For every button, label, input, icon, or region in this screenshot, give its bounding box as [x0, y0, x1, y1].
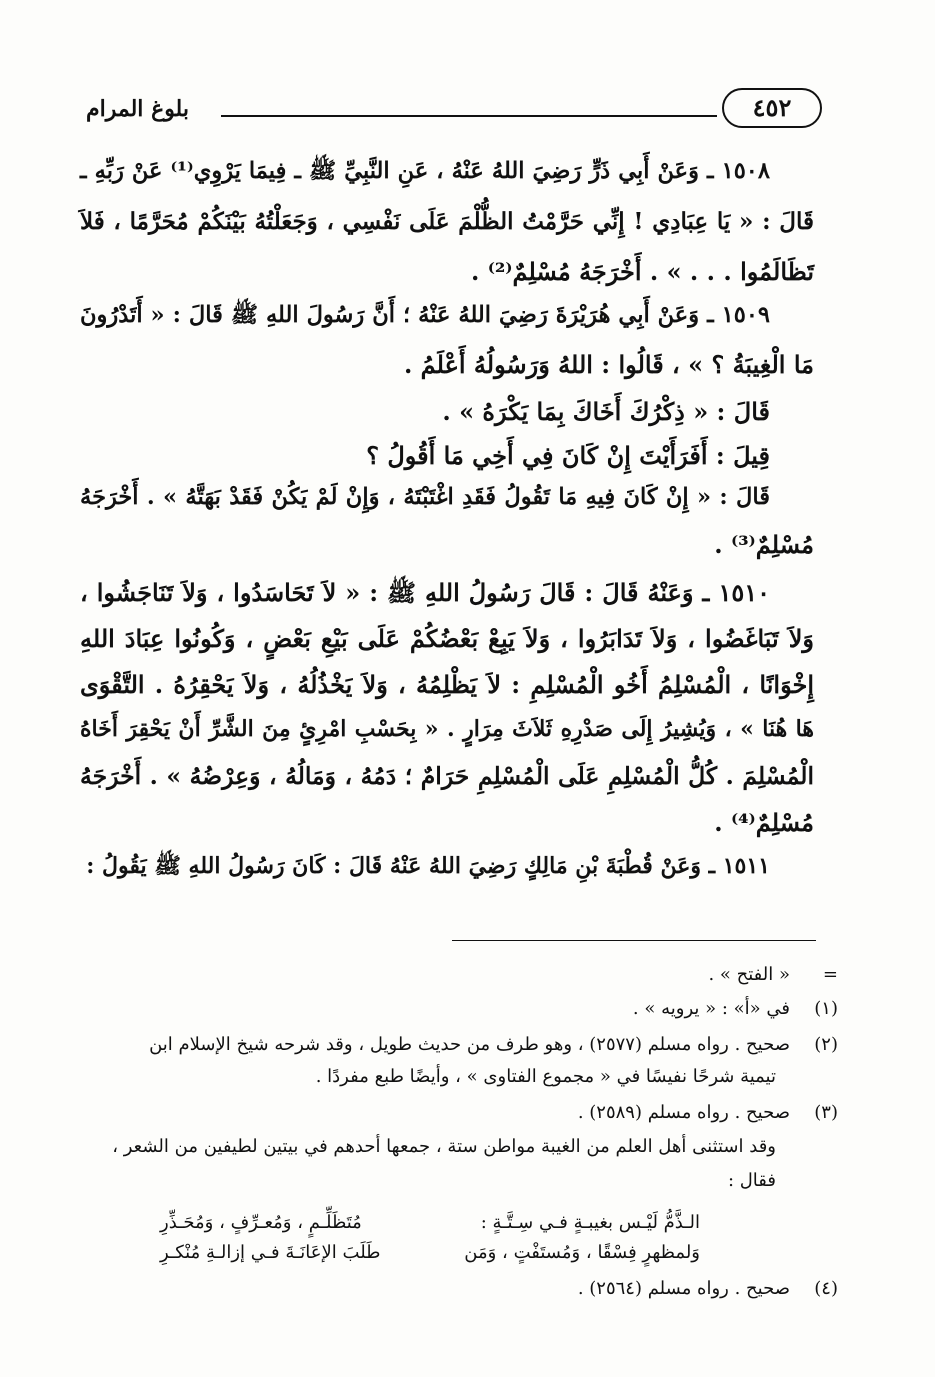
poem-verse-1 — [160, 1208, 700, 1238]
footnote-3 — [80, 1102, 838, 1123]
footnote-1 — [80, 998, 838, 1019]
footnote-4 — [80, 1278, 838, 1299]
header-rule — [221, 115, 717, 117]
footnote-3-note-end: فقال : — [727, 1170, 776, 1191]
hadith-1508-line-1: ١٥٠٨ ـ وَعَنْ أَبِي ذَرٍّ رَضِيَ اللهُ عَنْهُ ، عَنِ النَّبِيِّ ﷺ ـ فِيمَا يَرْوِي⁽¹⁾ عَنْ رَبِّهِ ـ — [80, 158, 770, 184]
hadith-1510-line-5: الْمُسْلِمَ . كُلُّ الْمُسْلِمِ عَلَى الْمُسْلِمِ حَرَامٌ ؛ دَمُهُ ، وَمَالُهُ ، وَعِرْضُهُ » . أَخْرَجَهُ — [80, 762, 814, 790]
footnote-2-continuation: تيمية شرحًا نفيسًا في « مجموع الفتاوى » ، وأيضًا طبع مفردًا . — [315, 1066, 776, 1087]
footnote-2 — [80, 1034, 838, 1055]
book-title: بلوغ المرام — [86, 96, 189, 122]
footnote-1-number: (١) — [814, 998, 838, 1019]
hadith-1509-line-2: مَا الْغِيبَةُ ؟ » ، قَالُوا : اللهُ وَرَسُولُهُ أَعْلَمُ . — [403, 350, 814, 379]
footnote-4-text: صحيح . رواه مسلم (٢٥٦٤) . — [577, 1278, 790, 1299]
hadith-1509-line-1: ١٥٠٩ ـ وَعَنْ أَبِي هُرَيْرَةَ رَضِيَ اللهُ عَنْهُ ؛ أَنَّ رَسُولَ اللهِ ﷺ قَالَ : « أَتَدْرُونَ — [80, 302, 770, 328]
hadith-1510-line-2: وَلاَ تَبَاغَضُوا ، وَلاَ تَدَابَرُوا ، وَلاَ يَبِعْ بَعْضُكُمْ عَلَى بَيْعِ بَعْضٍ ، وَكُونُوا عِبَادَ اللهِ — [80, 624, 814, 653]
hadith-1510-line-3: إِخْوَانًا ، الْمُسْلِمُ أَخُو الْمُسْلِمِ : لاَ يَظْلِمُهُ ، وَلاَ يَخْذُلُهُ ، وَلاَ يَحْقِرُهُ . التَّقْوَى — [80, 670, 814, 699]
poem-verse-2-first-half: وَلمظهرٍ فِسْقًا ، وَمُستَفْتٍ ، وَمَن — [464, 1242, 700, 1263]
footnote-carry-marker: = — [822, 964, 838, 985]
footnote-carry-text: « الفتح » . — [708, 964, 790, 985]
poem-verse-1-second-half: مُتَظَلِّـمٍ ، وَمُعـرِّفٍ ، وَمُحَـذِّرِ — [160, 1212, 362, 1233]
page-header — [86, 82, 822, 138]
footnote-carry — [80, 964, 838, 985]
hadith-1511-line-1: ١٥١١ ـ وَعَنْ قُطْبَةَ بْنِ مَالِكٍ رَضِيَ اللهُ عَنْهُ قَالَ : كَانَ رَسُولُ اللهِ ﷺ يَقُولُ : — [86, 853, 770, 879]
footnote-3-number: (٣) — [814, 1102, 838, 1123]
hadith-1510-line-1: ١٥١٠ ـ وَعَنْهُ قَالَ : قَالَ رَسُولُ اللهِ ﷺ : « لاَ تَحَاسَدُوا ، وَلاَ تَنَاجَشُوا ، — [80, 578, 770, 607]
hadith-1509-line-4: قِيلَ : أَفَرَأَيْتَ إِنْ كَانَ فِي أَخِي مَا أَقُولُ ؟ — [366, 441, 770, 470]
hadith-1510-line-6: مُسْلِمٌ⁽⁴⁾ . — [714, 808, 814, 837]
poem — [160, 1208, 700, 1268]
footnote-separator — [452, 940, 816, 941]
poem-verse-1-first-half: الـذَّمُّ لَيْـس بغيبـةٍ فـي سِـتَّـةٍ : — [480, 1212, 700, 1233]
footnote-2-number: (٢) — [814, 1034, 838, 1055]
hadith-1509-line-6: مُسْلِمٌ⁽³⁾ . — [714, 530, 814, 559]
page-number: ٤٥٢ — [722, 88, 822, 128]
hadith-1508-line-2: قَالَ : « يَا عِبَادِي ! إِنِّي حَرَّمْتُ الظُّلْمَ عَلَى نَفْسِي ، وَجَعَلْتُهُ بَيْنَكُمْ مُحَرَّمًا ، فَلاَ — [80, 208, 814, 235]
footnote-2-text: صحيح . رواه مسلم (٢٥٧٧) ، وهو طرف من حديث طويل ، وقد شرحه شيخ الإسلام ابن — [149, 1034, 790, 1055]
footnote-3-note: وقد استثنى أهل العلم من الغيبة مواطن ستة ، جمعها أحدهم في بيتين لطيفين من الشعر ، — [112, 1136, 776, 1157]
footnote-4-number: (٤) — [814, 1278, 838, 1299]
footnote-1-text: في «أ» : « يرويه » . — [632, 998, 790, 1019]
poem-verse-2-second-half: طَلَبَ الإعَانَـةَ فـي إزالـةِ مُنْكـرِ — [160, 1242, 381, 1263]
footnote-3-text: صحيح . رواه مسلم (٢٥٨٩) . — [577, 1102, 790, 1123]
hadith-1509-line-5: قَالَ : « إِنْ كَانَ فِيهِ مَا تَقُولُ فَقَدِ اغْتَبْتَهُ ، وَإِنْ لَمْ يَكُنْ فَقَدْ بَهَتَّهُ » . أَخْرَجَهُ — [80, 484, 770, 510]
poem-verse-2 — [160, 1238, 700, 1268]
hadith-1510-line-4: هَا هُنَا » ، وَيُشِيرُ إِلَى صَدْرِهِ ثَلاَثَ مِرَارٍ . « بِحَسْبِ امْرِئٍ مِنَ الشَّرِّ أَنْ يَحْقِرَ أَخَاهُ — [80, 716, 814, 742]
hadith-1509-line-3: قَالَ : « ذِكْرُكَ أَخَاكَ بِمَا يَكْرَهُ » . — [442, 397, 770, 426]
hadith-1508-line-3: تَظَالَمُوا . . . » . أَخْرَجَهُ مُسْلِمٌ⁽²⁾ . — [471, 257, 814, 286]
